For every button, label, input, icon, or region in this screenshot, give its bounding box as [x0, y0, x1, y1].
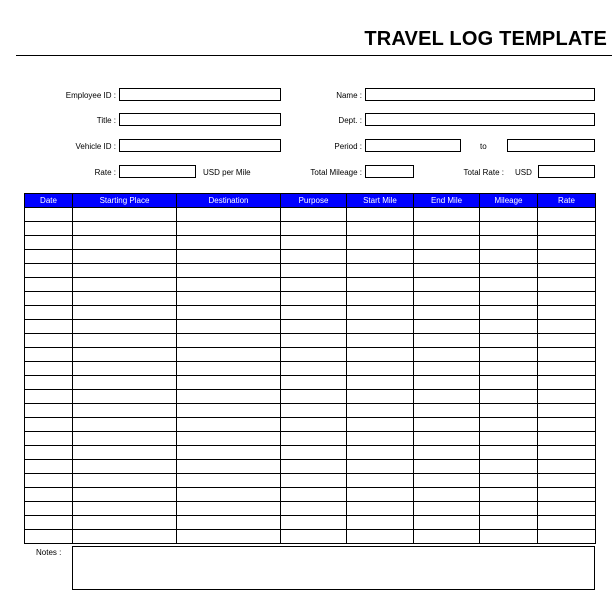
- cell-mileage[interactable]: [480, 208, 538, 222]
- cell-end-mile[interactable]: [414, 334, 480, 348]
- cell-purpose[interactable]: [281, 334, 347, 348]
- cell-end-mile[interactable]: [414, 320, 480, 334]
- cell-start-mile[interactable]: [347, 222, 414, 236]
- table-row: [25, 320, 596, 334]
- rate-label: Rate :: [94, 168, 116, 177]
- employee-id-label: Employee ID :: [65, 91, 116, 100]
- cell-end-mile[interactable]: [414, 502, 480, 516]
- cell-date[interactable]: [25, 390, 73, 404]
- cell-purpose[interactable]: [281, 264, 347, 278]
- cell-purpose[interactable]: [281, 460, 347, 474]
- cell-start-mile[interactable]: [347, 516, 414, 530]
- table-row: [25, 418, 596, 432]
- cell-purpose[interactable]: [281, 446, 347, 460]
- cell-destination[interactable]: [177, 306, 281, 320]
- cell-mileage[interactable]: [480, 292, 538, 306]
- cell-starting-place[interactable]: [73, 390, 177, 404]
- cell-purpose[interactable]: [281, 516, 347, 530]
- total-rate-unit-label: USD: [515, 168, 532, 177]
- cell-start-mile[interactable]: [347, 292, 414, 306]
- cell-destination[interactable]: [177, 432, 281, 446]
- cell-destination[interactable]: [177, 404, 281, 418]
- cell-purpose[interactable]: [281, 222, 347, 236]
- cell-starting-place[interactable]: [73, 222, 177, 236]
- cell-destination[interactable]: [177, 264, 281, 278]
- cell-destination[interactable]: [177, 278, 281, 292]
- cell-start-mile[interactable]: [347, 208, 414, 222]
- cell-starting-place[interactable]: [73, 264, 177, 278]
- cell-rate[interactable]: [538, 334, 596, 348]
- title-label: Title :: [96, 116, 116, 125]
- cell-purpose[interactable]: [281, 208, 347, 222]
- cell-rate[interactable]: [538, 292, 596, 306]
- cell-starting-place[interactable]: [73, 474, 177, 488]
- table-row: [25, 222, 596, 236]
- cell-starting-place[interactable]: [73, 348, 177, 362]
- column-header-mileage: Mileage: [480, 194, 538, 208]
- cell-start-mile[interactable]: [347, 432, 414, 446]
- cell-end-mile[interactable]: [414, 306, 480, 320]
- cell-start-mile[interactable]: [347, 348, 414, 362]
- cell-end-mile[interactable]: [414, 222, 480, 236]
- cell-date[interactable]: [25, 432, 73, 446]
- column-header-starting-place: Starting Place: [73, 194, 177, 208]
- cell-purpose[interactable]: [281, 474, 347, 488]
- cell-mileage[interactable]: [480, 474, 538, 488]
- cell-mileage[interactable]: [480, 446, 538, 460]
- cell-date[interactable]: [25, 502, 73, 516]
- cell-date[interactable]: [25, 474, 73, 488]
- period-to-label: to: [480, 142, 487, 151]
- cell-destination[interactable]: [177, 292, 281, 306]
- cell-date[interactable]: [25, 278, 73, 292]
- table-row: [25, 446, 596, 460]
- cell-rate[interactable]: [538, 460, 596, 474]
- cell-purpose[interactable]: [281, 292, 347, 306]
- table-row: [25, 432, 596, 446]
- table-row: [25, 362, 596, 376]
- cell-purpose[interactable]: [281, 320, 347, 334]
- cell-rate[interactable]: [538, 222, 596, 236]
- vehicle-id-label: Vehicle ID :: [75, 142, 116, 151]
- cell-mileage[interactable]: [480, 530, 538, 544]
- rate-field[interactable]: [119, 165, 196, 178]
- cell-starting-place[interactable]: [73, 278, 177, 292]
- cell-mileage[interactable]: [480, 488, 538, 502]
- cell-start-mile[interactable]: [347, 446, 414, 460]
- cell-mileage[interactable]: [480, 390, 538, 404]
- cell-purpose[interactable]: [281, 278, 347, 292]
- cell-date[interactable]: [25, 320, 73, 334]
- cell-start-mile[interactable]: [347, 362, 414, 376]
- cell-rate[interactable]: [538, 376, 596, 390]
- cell-starting-place[interactable]: [73, 376, 177, 390]
- cell-end-mile[interactable]: [414, 264, 480, 278]
- cell-starting-place[interactable]: [73, 516, 177, 530]
- cell-start-mile[interactable]: [347, 250, 414, 264]
- table-row: [25, 208, 596, 222]
- table-row: [25, 530, 596, 544]
- table-row: [25, 236, 596, 250]
- cell-mileage[interactable]: [480, 250, 538, 264]
- total-rate-field[interactable]: [538, 165, 595, 178]
- name-label: Name :: [336, 91, 362, 100]
- notes-label: Notes :: [36, 548, 62, 557]
- cell-destination[interactable]: [177, 446, 281, 460]
- cell-start-mile[interactable]: [347, 376, 414, 390]
- cell-rate[interactable]: [538, 502, 596, 516]
- cell-rate[interactable]: [538, 432, 596, 446]
- employee-id-field[interactable]: [119, 88, 281, 101]
- name-field[interactable]: [365, 88, 595, 101]
- cell-mileage[interactable]: [480, 348, 538, 362]
- cell-date[interactable]: [25, 446, 73, 460]
- table-row: [25, 334, 596, 348]
- vehicle-id-field[interactable]: [119, 139, 281, 152]
- cell-start-mile[interactable]: [347, 460, 414, 474]
- cell-end-mile[interactable]: [414, 460, 480, 474]
- cell-starting-place[interactable]: [73, 502, 177, 516]
- cell-starting-place[interactable]: [73, 460, 177, 474]
- cell-purpose[interactable]: [281, 432, 347, 446]
- column-header-start-mile: Start Mile: [347, 194, 414, 208]
- cell-destination[interactable]: [177, 530, 281, 544]
- cell-destination[interactable]: [177, 418, 281, 432]
- cell-date[interactable]: [25, 488, 73, 502]
- table-row: [25, 488, 596, 502]
- cell-date[interactable]: [25, 236, 73, 250]
- cell-destination[interactable]: [177, 516, 281, 530]
- cell-date[interactable]: [25, 264, 73, 278]
- cell-destination[interactable]: [177, 236, 281, 250]
- cell-mileage[interactable]: [480, 264, 538, 278]
- cell-rate[interactable]: [538, 278, 596, 292]
- cell-rate[interactable]: [538, 530, 596, 544]
- cell-starting-place[interactable]: [73, 334, 177, 348]
- cell-date[interactable]: [25, 460, 73, 474]
- cell-end-mile[interactable]: [414, 446, 480, 460]
- cell-destination[interactable]: [177, 250, 281, 264]
- cell-rate[interactable]: [538, 474, 596, 488]
- cell-end-mile[interactable]: [414, 208, 480, 222]
- cell-mileage[interactable]: [480, 362, 538, 376]
- cell-end-mile[interactable]: [414, 348, 480, 362]
- cell-rate[interactable]: [538, 404, 596, 418]
- cell-mileage[interactable]: [480, 334, 538, 348]
- cell-date[interactable]: [25, 250, 73, 264]
- cell-starting-place[interactable]: [73, 418, 177, 432]
- cell-date[interactable]: [25, 418, 73, 432]
- total-mileage-label: Total Mileage :: [310, 168, 362, 177]
- cell-end-mile[interactable]: [414, 432, 480, 446]
- cell-purpose[interactable]: [281, 250, 347, 264]
- cell-starting-place[interactable]: [73, 488, 177, 502]
- cell-destination[interactable]: [177, 502, 281, 516]
- cell-starting-place[interactable]: [73, 208, 177, 222]
- cell-end-mile[interactable]: [414, 488, 480, 502]
- cell-end-mile[interactable]: [414, 516, 480, 530]
- cell-destination[interactable]: [177, 488, 281, 502]
- cell-mileage[interactable]: [480, 460, 538, 474]
- cell-rate[interactable]: [538, 250, 596, 264]
- cell-end-mile[interactable]: [414, 530, 480, 544]
- cell-mileage[interactable]: [480, 418, 538, 432]
- cell-date[interactable]: [25, 208, 73, 222]
- cell-rate[interactable]: [538, 418, 596, 432]
- cell-rate[interactable]: [538, 390, 596, 404]
- cell-destination[interactable]: [177, 348, 281, 362]
- cell-starting-place[interactable]: [73, 292, 177, 306]
- dept-label: Dept. :: [338, 116, 362, 125]
- cell-date[interactable]: [25, 404, 73, 418]
- cell-mileage[interactable]: [480, 432, 538, 446]
- cell-destination[interactable]: [177, 208, 281, 222]
- cell-purpose[interactable]: [281, 362, 347, 376]
- cell-end-mile[interactable]: [414, 418, 480, 432]
- cell-mileage[interactable]: [480, 222, 538, 236]
- cell-rate[interactable]: [538, 446, 596, 460]
- cell-end-mile[interactable]: [414, 236, 480, 250]
- cell-date[interactable]: [25, 306, 73, 320]
- cell-purpose[interactable]: [281, 236, 347, 250]
- cell-date[interactable]: [25, 362, 73, 376]
- cell-mileage[interactable]: [480, 516, 538, 530]
- cell-date[interactable]: [25, 348, 73, 362]
- period-start-field[interactable]: [365, 139, 461, 152]
- column-header-purpose: Purpose: [281, 194, 347, 208]
- cell-purpose[interactable]: [281, 376, 347, 390]
- cell-start-mile[interactable]: [347, 320, 414, 334]
- cell-rate[interactable]: [538, 516, 596, 530]
- table-row: [25, 250, 596, 264]
- cell-destination[interactable]: [177, 474, 281, 488]
- cell-start-mile[interactable]: [347, 488, 414, 502]
- cell-end-mile[interactable]: [414, 376, 480, 390]
- period-label: Period :: [334, 142, 362, 151]
- table-row: [25, 292, 596, 306]
- cell-purpose[interactable]: [281, 390, 347, 404]
- cell-purpose[interactable]: [281, 348, 347, 362]
- cell-starting-place[interactable]: [73, 250, 177, 264]
- period-end-field[interactable]: [507, 139, 595, 152]
- cell-start-mile[interactable]: [347, 306, 414, 320]
- table-row: [25, 264, 596, 278]
- table-row: [25, 348, 596, 362]
- table-row: [25, 460, 596, 474]
- cell-rate[interactable]: [538, 264, 596, 278]
- cell-start-mile[interactable]: [347, 334, 414, 348]
- cell-mileage[interactable]: [480, 404, 538, 418]
- cell-starting-place[interactable]: [73, 320, 177, 334]
- cell-end-mile[interactable]: [414, 390, 480, 404]
- cell-rate[interactable]: [538, 362, 596, 376]
- cell-mileage[interactable]: [480, 320, 538, 334]
- table-row: [25, 474, 596, 488]
- cell-purpose[interactable]: [281, 306, 347, 320]
- cell-purpose[interactable]: [281, 502, 347, 516]
- table-row: [25, 516, 596, 530]
- cell-rate[interactable]: [538, 208, 596, 222]
- notes-field[interactable]: [72, 546, 595, 590]
- dept-field[interactable]: [365, 113, 595, 126]
- cell-date[interactable]: [25, 334, 73, 348]
- cell-start-mile[interactable]: [347, 418, 414, 432]
- cell-end-mile[interactable]: [414, 278, 480, 292]
- table-header-row: [25, 194, 596, 208]
- cell-purpose[interactable]: [281, 418, 347, 432]
- travel-log-table: [24, 193, 596, 544]
- column-header-rate: Rate: [538, 194, 596, 208]
- cell-start-mile[interactable]: [347, 502, 414, 516]
- table-row: [25, 278, 596, 292]
- cell-start-mile[interactable]: [347, 236, 414, 250]
- cell-starting-place[interactable]: [73, 306, 177, 320]
- column-header-end-mile: End Mile: [414, 194, 480, 208]
- cell-start-mile[interactable]: [347, 264, 414, 278]
- cell-mileage[interactable]: [480, 376, 538, 390]
- cell-starting-place[interactable]: [73, 404, 177, 418]
- table-row: [25, 306, 596, 320]
- cell-destination[interactable]: [177, 222, 281, 236]
- cell-rate[interactable]: [538, 488, 596, 502]
- cell-destination[interactable]: [177, 362, 281, 376]
- cell-start-mile[interactable]: [347, 530, 414, 544]
- cell-start-mile[interactable]: [347, 390, 414, 404]
- cell-starting-place[interactable]: [73, 432, 177, 446]
- cell-end-mile[interactable]: [414, 474, 480, 488]
- cell-destination[interactable]: [177, 390, 281, 404]
- cell-starting-place[interactable]: [73, 530, 177, 544]
- cell-starting-place[interactable]: [73, 446, 177, 460]
- table-row: [25, 502, 596, 516]
- cell-destination[interactable]: [177, 376, 281, 390]
- cell-starting-place[interactable]: [73, 236, 177, 250]
- cell-rate[interactable]: [538, 320, 596, 334]
- cell-rate[interactable]: [538, 236, 596, 250]
- cell-purpose[interactable]: [281, 488, 347, 502]
- cell-date[interactable]: [25, 376, 73, 390]
- cell-end-mile[interactable]: [414, 362, 480, 376]
- cell-rate[interactable]: [538, 348, 596, 362]
- table-row: [25, 390, 596, 404]
- table-row: [25, 376, 596, 390]
- cell-mileage[interactable]: [480, 306, 538, 320]
- cell-end-mile[interactable]: [414, 292, 480, 306]
- cell-start-mile[interactable]: [347, 474, 414, 488]
- cell-date[interactable]: [25, 516, 73, 530]
- cell-date[interactable]: [25, 530, 73, 544]
- table-body: [25, 208, 596, 544]
- rate-unit-label: USD per Mile: [203, 168, 251, 177]
- cell-purpose[interactable]: [281, 404, 347, 418]
- cell-date[interactable]: [25, 292, 73, 306]
- cell-starting-place[interactable]: [73, 362, 177, 376]
- total-mileage-field[interactable]: [365, 165, 414, 178]
- title-field[interactable]: [119, 113, 281, 126]
- cell-end-mile[interactable]: [414, 250, 480, 264]
- cell-end-mile[interactable]: [414, 404, 480, 418]
- title-divider: [16, 55, 612, 56]
- cell-start-mile[interactable]: [347, 404, 414, 418]
- cell-mileage[interactable]: [480, 502, 538, 516]
- cell-rate[interactable]: [538, 306, 596, 320]
- cell-destination[interactable]: [177, 320, 281, 334]
- cell-destination[interactable]: [177, 334, 281, 348]
- cell-mileage[interactable]: [480, 278, 538, 292]
- total-rate-label: Total Rate :: [463, 168, 504, 177]
- column-header-date: Date: [25, 194, 73, 208]
- cell-purpose[interactable]: [281, 530, 347, 544]
- cell-start-mile[interactable]: [347, 278, 414, 292]
- page-title: TRAVEL LOG TEMPLATE: [364, 28, 607, 50]
- cell-date[interactable]: [25, 222, 73, 236]
- column-header-destination: Destination: [177, 194, 281, 208]
- cell-destination[interactable]: [177, 460, 281, 474]
- table-row: [25, 404, 596, 418]
- cell-mileage[interactable]: [480, 236, 538, 250]
